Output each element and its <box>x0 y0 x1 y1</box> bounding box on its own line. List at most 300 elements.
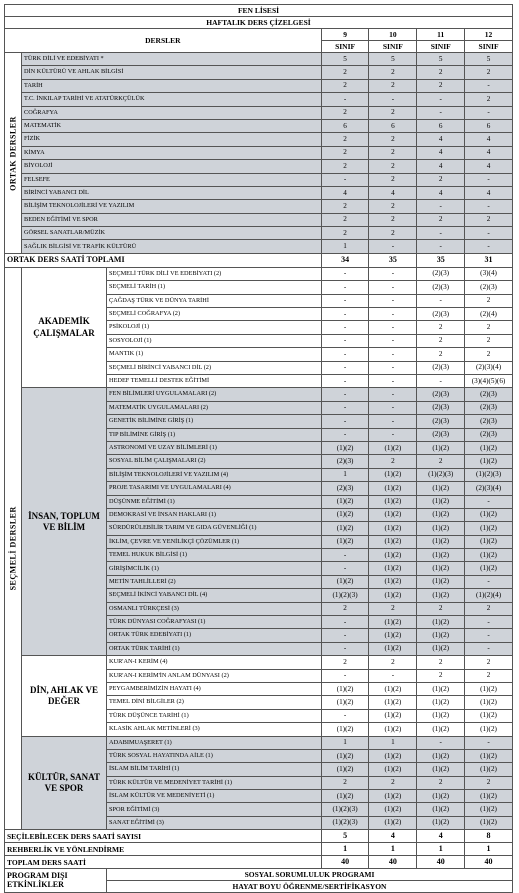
hours-cell: (1)(2) <box>417 709 465 722</box>
summary-row <box>5 843 513 856</box>
hours-cell: (1)(2) <box>417 562 465 575</box>
course-name: İSLAM BİLİM TARİHİ (1) <box>107 763 322 776</box>
hours-cell: - <box>321 334 369 347</box>
hours-cell: 2 <box>369 106 417 119</box>
hours-cell: (1)(2) <box>369 642 417 655</box>
subtitle-row <box>5 17 513 29</box>
hours-cell: 2 <box>465 321 513 334</box>
hours-cell: (1)(2) <box>321 522 369 535</box>
hours-cell: (1)(2) <box>321 575 369 588</box>
grade-10: 10 <box>369 29 417 41</box>
hours-cell: - <box>369 428 417 441</box>
hours-cell: - <box>369 240 417 253</box>
hours-cell: 1 <box>321 736 369 749</box>
summary-cell: 40 <box>417 856 465 869</box>
hours-cell: (1)(2) <box>369 616 417 629</box>
hours-cell: (1)(2) <box>369 549 417 562</box>
hours-cell: (1)(2) <box>321 441 369 454</box>
summary-cell: 40 <box>321 856 369 869</box>
hours-cell: 4 <box>321 186 369 199</box>
hours-cell: - <box>321 374 369 387</box>
sinif-label: SINIF <box>417 41 465 53</box>
summary-cell: 1 <box>465 843 513 856</box>
hours-cell: - <box>369 321 417 334</box>
course-name: SEÇMELİ BİRİNCİ YABANCI DİL (2) <box>107 361 322 374</box>
hours-cell: - <box>369 281 417 294</box>
hours-cell: - <box>321 401 369 414</box>
hours-cell: (2)(3) <box>321 455 369 468</box>
hours-cell: 1 <box>321 240 369 253</box>
hours-cell: (1)(2) <box>465 682 513 695</box>
hours-cell: - <box>369 361 417 374</box>
table-row <box>5 160 513 173</box>
hours-cell: - <box>321 308 369 321</box>
hours-cell: - <box>321 294 369 307</box>
hours-cell: (1)(2) <box>321 495 369 508</box>
hours-cell: (1)(2) <box>369 535 417 548</box>
sinif-label: SINIF <box>321 41 369 53</box>
hours-cell: 2 <box>465 66 513 79</box>
table-row <box>5 106 513 119</box>
hours-cell: - <box>465 240 513 253</box>
hours-cell: 2 <box>321 79 369 92</box>
course-name: FEN BİLİMLERİ UYGULAMALARI (2) <box>107 388 322 401</box>
hours-cell: (1)(2) <box>321 763 369 776</box>
course-name: ASTRONOMİ VE UZAY BİLİMLERİ (1) <box>107 441 322 454</box>
hours-cell: 2 <box>321 656 369 669</box>
hours-cell: 2 <box>369 79 417 92</box>
hours-cell: 2 <box>465 602 513 615</box>
group-label: DİN, AHLAK VE DEĞER <box>22 656 107 736</box>
hours-cell: 2 <box>417 656 465 669</box>
hours-cell: (1)(2) <box>369 482 417 495</box>
hours-cell: (1)(2) <box>417 642 465 655</box>
hours-cell: (3)(4) <box>465 267 513 280</box>
ortak-dersler-label: ORTAK DERSLER <box>5 53 22 254</box>
table-row <box>5 240 513 253</box>
hours-cell: - <box>321 173 369 186</box>
hours-cell: (1)(2) <box>369 589 417 602</box>
hours-cell: 2 <box>417 348 465 361</box>
summary-cell: 1 <box>321 843 369 856</box>
hours-cell: - <box>369 294 417 307</box>
course-name: TARİH <box>22 79 322 92</box>
hours-cell: (1)(2) <box>369 629 417 642</box>
hours-cell: 2 <box>321 146 369 159</box>
hours-cell: - <box>369 415 417 428</box>
weekly-schedule-table <box>4 4 513 893</box>
hours-cell: - <box>369 334 417 347</box>
page-subtitle: HAFTALIK DERS ÇİZELGESİ <box>5 17 513 29</box>
secmeli-dersler-label: SEÇMELİ DERSLER <box>5 267 22 829</box>
hours-cell: - <box>417 294 465 307</box>
summary-cell: 40 <box>465 856 513 869</box>
hours-cell: (1)(2) <box>369 441 417 454</box>
course-name: KİMYA <box>22 146 322 159</box>
hours-cell: (1)(2) <box>465 723 513 736</box>
table-row <box>5 736 513 749</box>
hours-cell: 5 <box>321 53 369 66</box>
hours-cell: (2)(3) <box>417 308 465 321</box>
ortak-total-label: ORTAK DERS SAATİ TOPLAMI <box>5 253 322 267</box>
hours-cell: 2 <box>465 776 513 789</box>
hours-cell: (1)(2) <box>465 749 513 762</box>
hours-cell: - <box>417 227 465 240</box>
hours-cell: (1)(2)(3) <box>321 589 369 602</box>
hours-cell: 2 <box>417 334 465 347</box>
course-name: SEÇMELİ TÜRK DİLİ VE EDEBİYATI (2) <box>107 267 322 280</box>
hours-cell: (1)(2) <box>417 508 465 521</box>
hours-cell: (1)(2)(3) <box>321 816 369 829</box>
hours-cell: 2 <box>465 348 513 361</box>
hours-cell: (1)(2) <box>369 723 417 736</box>
hours-cell: (1)(2) <box>369 682 417 695</box>
group-label: AKADEMİK ÇALIŞMALAR <box>22 267 107 388</box>
hours-cell: - <box>417 200 465 213</box>
hours-cell: - <box>321 562 369 575</box>
table-row <box>5 119 513 132</box>
course-name: KLASİK AHLAK METİNLERİ (3) <box>107 723 322 736</box>
hours-cell: 2 <box>369 213 417 226</box>
hours-cell: - <box>417 106 465 119</box>
summary-cell: 40 <box>369 856 417 869</box>
ortak-total-cell: 34 <box>321 253 369 267</box>
course-name: SAĞLIK BİLGİSİ VE TRAFİK KÜLTÜRÜ <box>22 240 322 253</box>
hours-cell: (1)(2) <box>369 763 417 776</box>
hours-cell: 2 <box>321 227 369 240</box>
hours-cell: (1)(2) <box>369 790 417 803</box>
hours-cell: (2)(3) <box>417 267 465 280</box>
hours-cell: - <box>321 281 369 294</box>
hours-cell: (1)(2) <box>369 816 417 829</box>
hours-cell: - <box>321 348 369 361</box>
page-title: FEN LİSESİ <box>5 5 513 17</box>
course-name: FELSEFE <box>22 173 322 186</box>
course-name: FİZİK <box>22 133 322 146</box>
table-row <box>5 267 513 280</box>
hours-cell: - <box>321 93 369 106</box>
course-name: İSLAM KÜLTÜR VE MEDENİYETİ (1) <box>107 790 322 803</box>
hours-cell: (1)(2) <box>417 763 465 776</box>
summary-cell: 4 <box>417 830 465 843</box>
course-name: MATEMATİK <box>22 119 322 132</box>
course-name: TÜRK DÜŞÜNCE TARİHİ (1) <box>107 709 322 722</box>
hours-cell: 2 <box>369 656 417 669</box>
hours-cell: 2 <box>369 227 417 240</box>
ortak-total-cell: 35 <box>369 253 417 267</box>
hours-cell: (1)(2) <box>321 749 369 762</box>
course-name: KUR'AN-I KERİM (4) <box>107 656 322 669</box>
hours-cell: (1)(2) <box>369 803 417 816</box>
hours-cell: (1)(2) <box>465 562 513 575</box>
course-name: TEMEL HUKUK BİLGİSİ (1) <box>107 549 322 562</box>
grade-9: 9 <box>321 29 369 41</box>
table-row <box>5 146 513 159</box>
grade-header-row <box>5 29 513 41</box>
course-name: DİN KÜLTÜRÜ VE AHLAK BİLGİSİ <box>22 66 322 79</box>
hours-cell: (1)(2) <box>417 816 465 829</box>
hours-cell: (1)(2) <box>417 589 465 602</box>
hours-cell: (1)(2) <box>417 790 465 803</box>
summary-row <box>5 830 513 843</box>
ortak-total-row <box>5 253 513 267</box>
hours-cell: 2 <box>417 321 465 334</box>
course-name: GÖRSEL SANATLAR/MÜZİK <box>22 227 322 240</box>
hours-cell: (1)(2) <box>417 482 465 495</box>
table-row <box>5 388 513 401</box>
hours-cell: (2)(3) <box>417 281 465 294</box>
hours-cell: - <box>465 642 513 655</box>
table-row <box>5 200 513 213</box>
hours-cell: (1)(2) <box>465 441 513 454</box>
hours-cell: - <box>369 308 417 321</box>
hours-cell: (1)(2) <box>369 495 417 508</box>
course-name: DEMOKRASİ VE İNSAN HAKLARI (1) <box>107 508 322 521</box>
course-name: TÜRK DİLİ VE EDEBİYATI * <box>22 53 322 66</box>
course-name: TEMEL DİNİ BİLGİLER (2) <box>107 696 322 709</box>
hours-cell: - <box>417 736 465 749</box>
hours-cell: (1)(2) <box>321 696 369 709</box>
course-name: SEÇMELİ İKİNCİ YABANCI DİL (4) <box>107 589 322 602</box>
summary-label: REHBERLİK VE YÖNLENDİRME <box>5 843 322 856</box>
course-name: ORTAK TÜRK TARİHİ (1) <box>107 642 322 655</box>
hours-cell: 2 <box>321 776 369 789</box>
hours-cell: - <box>321 616 369 629</box>
hours-cell: 4 <box>417 160 465 173</box>
hours-cell: (2)(3) <box>417 415 465 428</box>
course-name: TÜRK SOSYAL HAYATINDA AİLE (1) <box>107 749 322 762</box>
hours-cell: 2 <box>369 602 417 615</box>
hours-cell: (1)(2) <box>465 522 513 535</box>
hours-cell: - <box>465 495 513 508</box>
hours-cell: - <box>321 709 369 722</box>
hours-cell: (1)(2) <box>321 508 369 521</box>
hours-cell: (2)(3)(4) <box>465 361 513 374</box>
hours-cell: 1 <box>369 736 417 749</box>
hours-cell: (2)(3) <box>465 281 513 294</box>
course-name: SOSYAL BİLİM ÇALIŞMALARI (2) <box>107 455 322 468</box>
hours-cell: (1)(2) <box>321 790 369 803</box>
program-disi-item: HAYAT BOYU ÖĞRENME/SERTİFİKASYON <box>107 881 513 893</box>
course-name: DÜŞÜNME EĞİTİMİ (1) <box>107 495 322 508</box>
course-name: MATEMATİK UYGULAMALARI (2) <box>107 401 322 414</box>
table-row <box>5 66 513 79</box>
hours-cell: (1)(2) <box>369 696 417 709</box>
course-name: SEÇMELİ TARİH (1) <box>107 281 322 294</box>
hours-cell: 6 <box>417 119 465 132</box>
hours-cell: (2)(3) <box>465 415 513 428</box>
hours-cell: (1)(2) <box>417 723 465 736</box>
hours-cell: 4 <box>465 133 513 146</box>
hours-cell: - <box>369 348 417 361</box>
program-disi-row <box>5 869 513 881</box>
hours-cell: (2)(3) <box>321 482 369 495</box>
hours-cell: (2)(3) <box>465 428 513 441</box>
course-name: METİN TAHLİLLERİ (2) <box>107 575 322 588</box>
course-name: MANTIK (1) <box>107 348 322 361</box>
summary-cell: 4 <box>369 830 417 843</box>
course-name: BİLİŞİM TEKNOLOJİLERİ VE YAZILIM <box>22 200 322 213</box>
hours-cell: (1)(2) <box>417 803 465 816</box>
program-disi-label: PROGRAM DIŞI ETKİNLİKLER <box>5 869 107 893</box>
hours-cell: - <box>321 321 369 334</box>
hours-cell: 2 <box>465 213 513 226</box>
hours-cell: 4 <box>465 146 513 159</box>
hours-cell: (1)(2) <box>369 508 417 521</box>
hours-cell: 2 <box>417 776 465 789</box>
hours-cell: 2 <box>465 669 513 682</box>
table-row <box>5 173 513 186</box>
hours-cell: (1)(2) <box>465 790 513 803</box>
hours-cell: - <box>465 227 513 240</box>
hours-cell: 4 <box>369 186 417 199</box>
course-name: BEDEN EĞİTİMİ VE SPOR <box>22 213 322 226</box>
sinif-label: SINIF <box>369 41 417 53</box>
group-label: İNSAN, TOPLUM VE BİLİM <box>22 388 107 656</box>
hours-cell: (1)(2) <box>369 709 417 722</box>
hours-cell: 2 <box>417 602 465 615</box>
summary-cell: 5 <box>321 830 369 843</box>
summary-cell: 1 <box>369 843 417 856</box>
course-name: PROJE TASARIMI VE UYGULAMALARI (4) <box>107 482 322 495</box>
course-name: SÜRDÜRÜLEBİLİR TARIM VE GIDA GÜVENLİĞİ (1) <box>107 522 322 535</box>
hours-cell: 2 <box>465 334 513 347</box>
course-name: PEYGAMBERİMİZİN HAYATI (4) <box>107 682 322 695</box>
summary-cell: 1 <box>417 843 465 856</box>
hours-cell: - <box>321 267 369 280</box>
hours-cell: - <box>321 669 369 682</box>
course-name: BİLİŞİM TEKNOLOJİLERİ VE YAZILIM (4) <box>107 468 322 481</box>
hours-cell: (1)(2) <box>465 803 513 816</box>
course-name: İKLİM, ÇEVRE VE YENİLİKÇİ ÇÖZÜMLER (1) <box>107 535 322 548</box>
course-name: SPOR EĞİTİMİ (3) <box>107 803 322 816</box>
hours-cell: 2 <box>369 455 417 468</box>
hours-cell: (2)(3) <box>465 401 513 414</box>
course-name: KUR'AN-I KERİM'İN ANLAM DÜNYASI (2) <box>107 669 322 682</box>
hours-cell: 2 <box>465 93 513 106</box>
title-row <box>5 5 513 17</box>
table-row <box>5 79 513 92</box>
hours-cell: (1)(2) <box>465 455 513 468</box>
hours-cell: - <box>321 549 369 562</box>
hours-cell: 2 <box>321 66 369 79</box>
hours-cell: 2 <box>465 656 513 669</box>
hours-cell: 2 <box>369 173 417 186</box>
hours-cell: (1)(2) <box>465 816 513 829</box>
hours-cell: (1)(2) <box>465 763 513 776</box>
hours-cell: 4 <box>417 146 465 159</box>
table-row <box>5 656 513 669</box>
hours-cell: - <box>369 388 417 401</box>
hours-cell: - <box>465 616 513 629</box>
course-name: TIP BİLİMİNE GİRİŞ (1) <box>107 428 322 441</box>
course-name: BİRİNCİ YABANCI DİL <box>22 186 322 199</box>
hours-cell: - <box>465 200 513 213</box>
program-disi-item: SOSYAL SORUMLULUK PROGRAMI <box>107 869 513 881</box>
hours-cell: 2 <box>369 776 417 789</box>
course-name: SEÇMELİ COĞRAFYA (2) <box>107 308 322 321</box>
hours-cell: - <box>465 736 513 749</box>
grade-11: 11 <box>417 29 465 41</box>
hours-cell: (1)(2) <box>417 616 465 629</box>
hours-cell: 2 <box>321 200 369 213</box>
course-name: GİRİŞİMCİLİK (1) <box>107 562 322 575</box>
hours-cell: (1)(2) <box>417 575 465 588</box>
summary-label: TOPLAM DERS SAATİ <box>5 856 322 869</box>
hours-cell: (1)(2) <box>369 575 417 588</box>
course-name: TÜRK DÜNYASI COĞRAFYASI (1) <box>107 616 322 629</box>
summary-label: SEÇİLEBİLECEK DERS SAATİ SAYISI <box>5 830 322 843</box>
hours-cell: (1)(2) <box>417 495 465 508</box>
hours-cell: (2)(3) <box>417 401 465 414</box>
hours-cell: (3)(4)(5)(6) <box>465 374 513 387</box>
summary-row <box>5 856 513 869</box>
hours-cell: 4 <box>465 186 513 199</box>
hours-cell: 2 <box>417 79 465 92</box>
hours-cell: (1)(2) <box>465 508 513 521</box>
hours-cell: - <box>465 106 513 119</box>
summary-cell: 8 <box>465 830 513 843</box>
hours-cell: (2)(3) <box>417 428 465 441</box>
hours-cell: (1)(2) <box>417 682 465 695</box>
group-label: KÜLTÜR, SANAT VE SPOR <box>22 736 107 830</box>
hours-cell: - <box>321 428 369 441</box>
hours-cell: - <box>465 173 513 186</box>
hours-cell: 2 <box>417 669 465 682</box>
hours-cell: - <box>321 642 369 655</box>
hours-cell: (1)(2) <box>369 522 417 535</box>
hours-cell: (1)(2) <box>465 549 513 562</box>
hours-cell: (1)(2)(3) <box>417 468 465 481</box>
hours-cell: 2 <box>465 294 513 307</box>
hours-cell: 5 <box>369 53 417 66</box>
hours-cell: 2 <box>369 200 417 213</box>
hours-cell: (2)(4) <box>465 308 513 321</box>
hours-cell: (1)(2) <box>369 749 417 762</box>
hours-cell: (1)(2) <box>321 535 369 548</box>
ortak-total-cell: 31 <box>465 253 513 267</box>
hours-cell: (1)(2) <box>417 629 465 642</box>
hours-cell: (1)(2) <box>465 535 513 548</box>
hours-cell: 2 <box>321 106 369 119</box>
course-name: ÇAĞDAŞ TÜRK VE DÜNYA TARİHİ <box>107 294 322 307</box>
course-name: OSMANLI TÜRKÇESİ (3) <box>107 602 322 615</box>
hours-cell: (1)(2) <box>465 709 513 722</box>
table-row <box>5 53 513 66</box>
hours-cell: - <box>369 267 417 280</box>
course-name: HEDEF TEMELLİ DESTEK EĞİTİMİ <box>107 374 322 387</box>
hours-cell: 2 <box>321 133 369 146</box>
hours-cell: (2)(3) <box>417 361 465 374</box>
hours-cell: (1)(2)(3) <box>465 468 513 481</box>
hours-cell: 4 <box>417 133 465 146</box>
hours-cell: - <box>417 240 465 253</box>
ortak-total-cell: 35 <box>417 253 465 267</box>
hours-cell: - <box>321 629 369 642</box>
course-name: PSİKOLOJİ (1) <box>107 321 322 334</box>
hours-cell: - <box>417 93 465 106</box>
course-name: SOSYOLOJİ (1) <box>107 334 322 347</box>
hours-cell: - <box>417 374 465 387</box>
course-name: GENETİK BİLİMİNE GİRİŞ (1) <box>107 415 322 428</box>
hours-cell: (2)(3) <box>465 388 513 401</box>
hours-cell: 6 <box>465 119 513 132</box>
hours-cell: (1)(2) <box>417 522 465 535</box>
hours-cell: 2 <box>321 213 369 226</box>
hours-cell: 2 <box>417 213 465 226</box>
course-name: SANAT EĞİTİMİ (3) <box>107 816 322 829</box>
hours-cell: 4 <box>465 160 513 173</box>
